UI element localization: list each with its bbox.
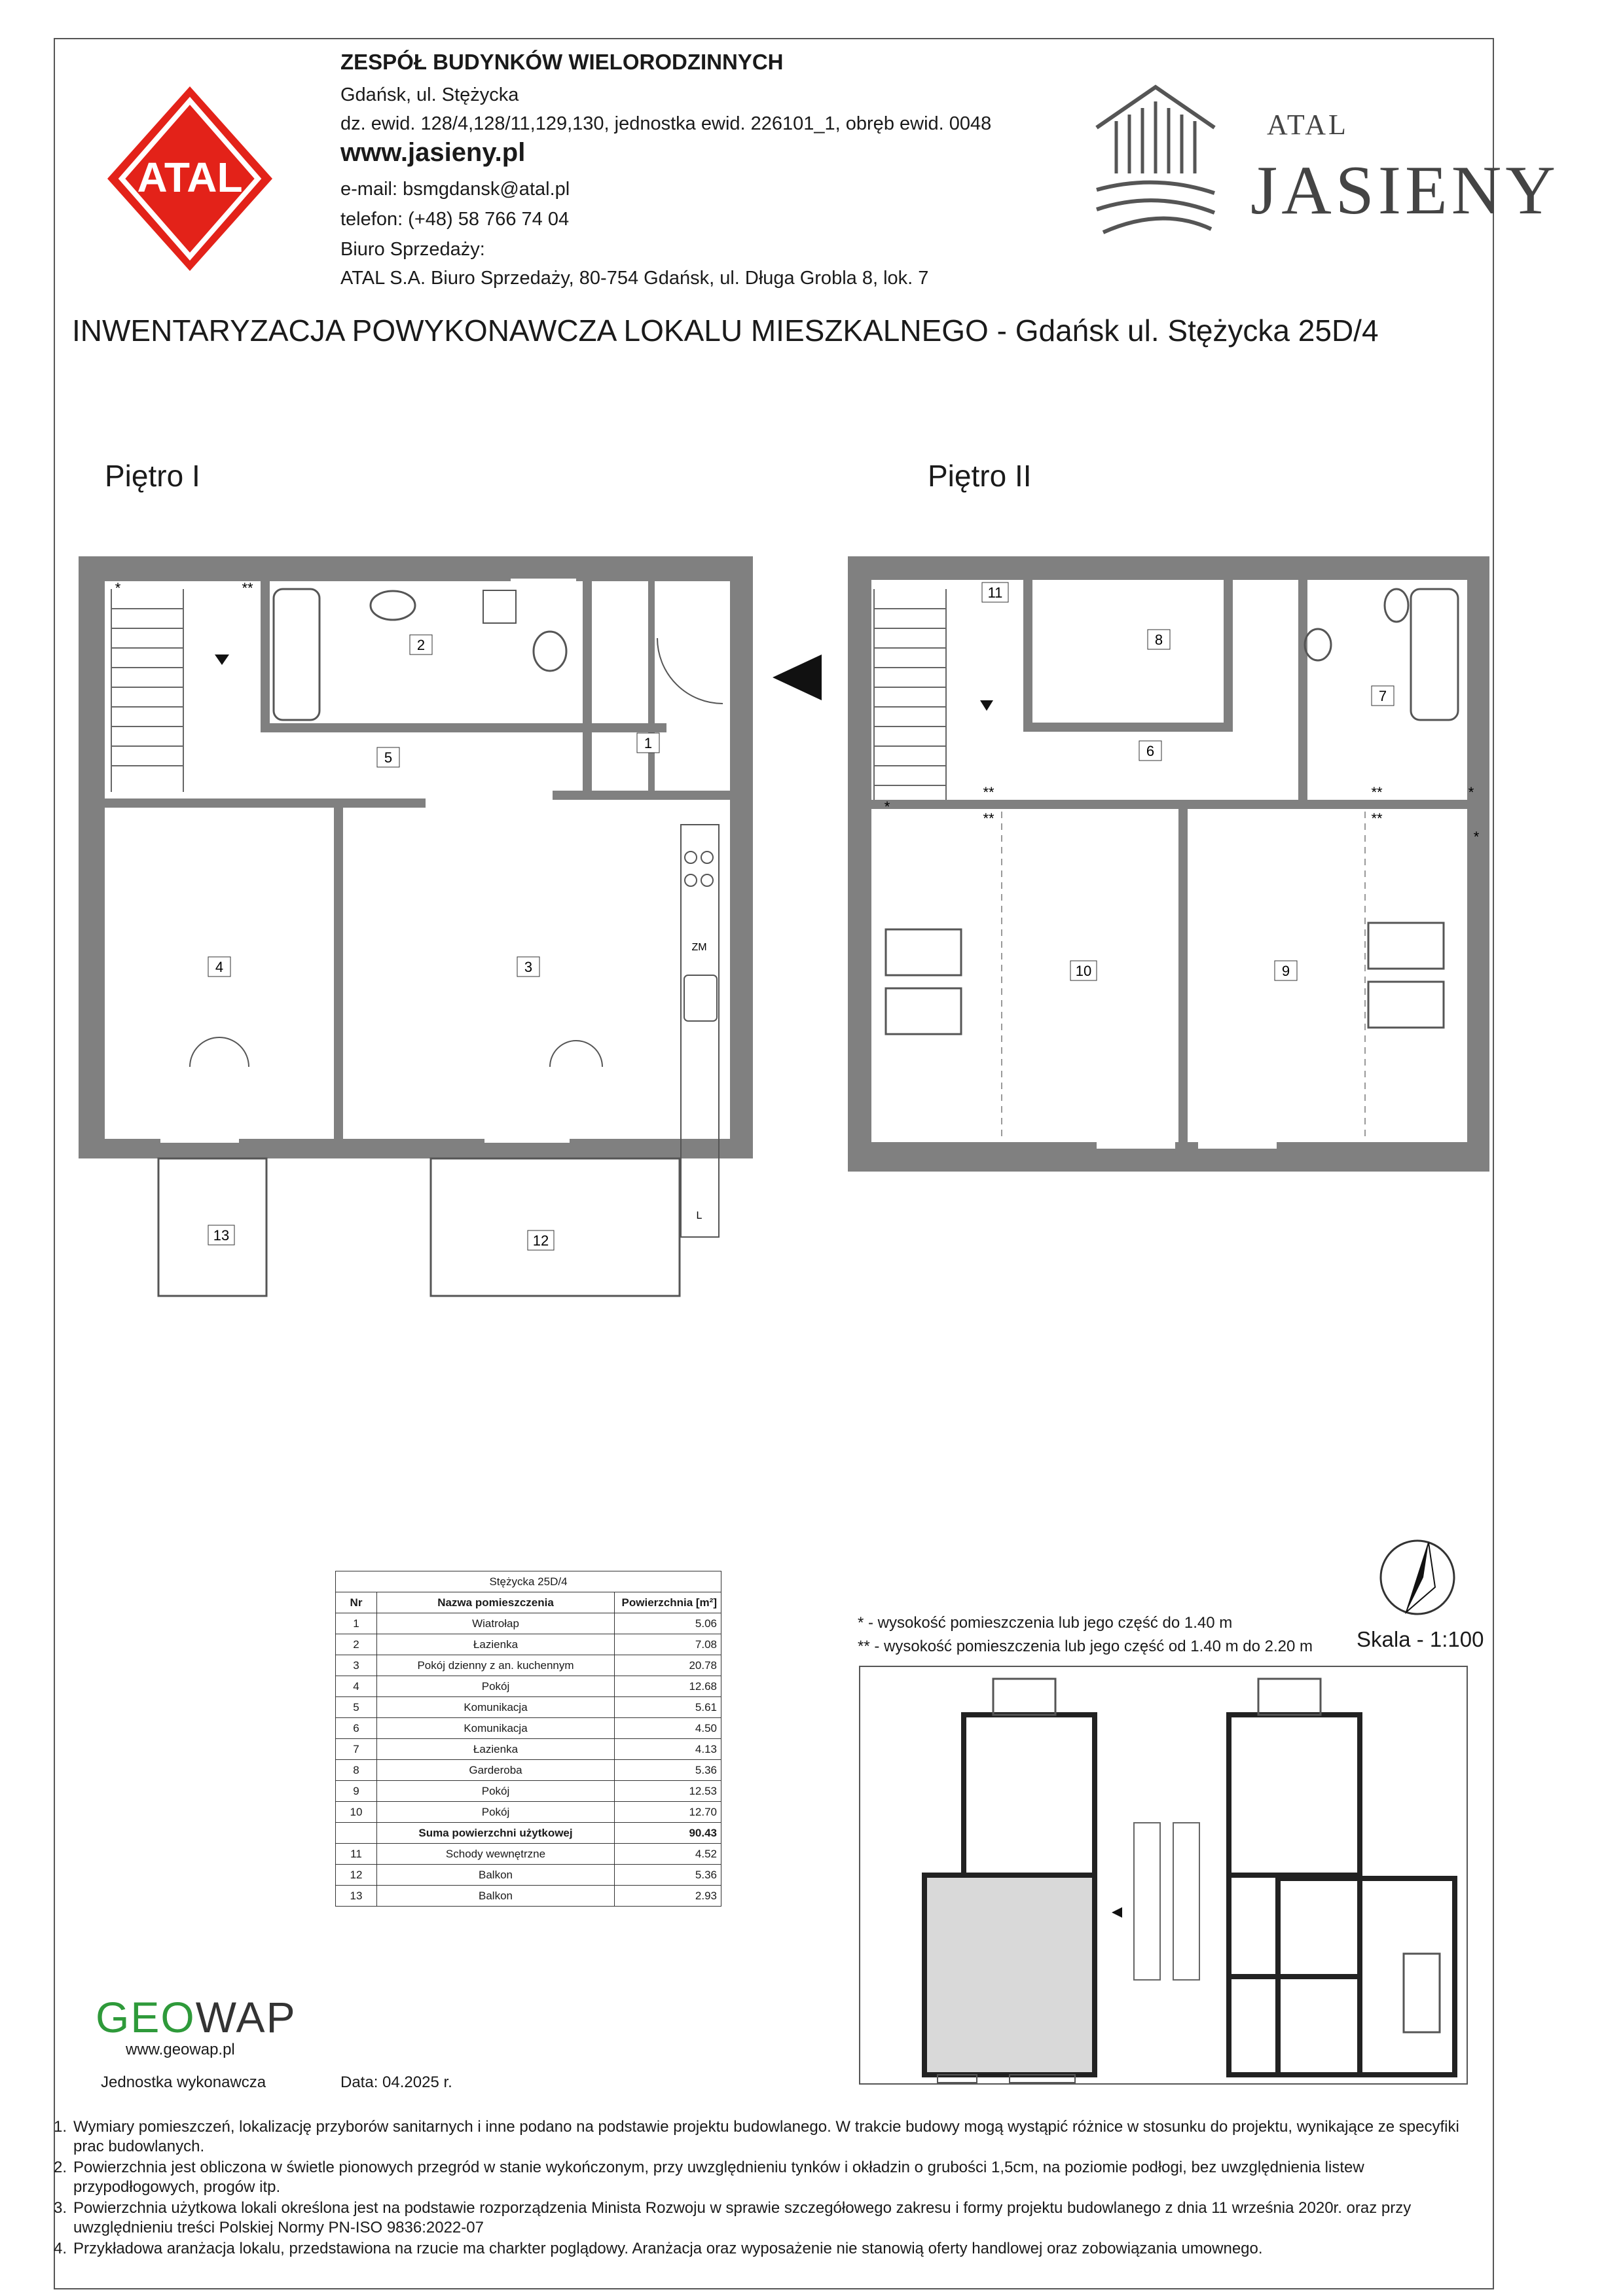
jasieny-logo-big: JASIENY bbox=[1250, 152, 1559, 228]
address: Gdańsk, ul. Stężycka bbox=[340, 84, 519, 105]
table-row: 9 Pokój 12.53 bbox=[336, 1781, 721, 1802]
table-row: 10 Pokój 12.70 bbox=[336, 1802, 721, 1823]
table-row: 7 Łazienka 4.13 bbox=[336, 1739, 721, 1760]
fridge-mark: ZM bbox=[691, 942, 707, 953]
floor-label-first: Piętro I bbox=[105, 459, 200, 493]
room-number: 3 bbox=[524, 959, 533, 975]
jasieny-emblem-icon bbox=[1090, 82, 1221, 245]
area-table bbox=[335, 1571, 721, 1907]
table-row: 5 Komunikacja 5.61 bbox=[336, 1697, 721, 1718]
plot-info: dz. ewid. 128/4,128/11,129,130, jednostka ewid. 226101_1, obręb ewid. 0048 bbox=[340, 113, 992, 134]
key-plan bbox=[859, 1666, 1468, 2085]
table-row: 2 Łazienka 7.08 bbox=[336, 1634, 721, 1655]
document-title: INWENTARYZACJA POWYKONAWCZA LOKALU MIESZKALNEGO - Gdańsk ul. Stężycka 25D/4 bbox=[72, 314, 1379, 348]
note-item: 1. Wymiary pomieszczeń, lokalizację przyborów sanitarnych i inne podano na podstawie projektu budowlanego. W trakcie budowy mogą wystąpić różnice w stosunku do projektu, wynikające ze specyfiki prac budowlanych. bbox=[54, 2118, 1459, 2155]
legend-single: * - wysokość pomieszczenia lub jego część do 1.40 m bbox=[858, 1614, 1233, 1632]
room-number: 8 bbox=[1154, 632, 1163, 648]
room-number: 2 bbox=[416, 637, 426, 653]
room-number: 4 bbox=[215, 959, 224, 975]
height-mark: * bbox=[115, 580, 121, 596]
note-item: 4. Przykładowa aranżacja lokalu, przedstawiona na rzucie ma charkter poglądowy. Aranżacja oraz wyposażenie nie stanowią oferty handlowej oraz zobowiązania umownego. bbox=[54, 2240, 1263, 2257]
col-nr: Nr bbox=[336, 1592, 377, 1613]
email[interactable]: e-mail: bsmgdansk@atal.pl bbox=[340, 179, 570, 200]
website-link[interactable]: www.jasieny.pl bbox=[340, 138, 526, 167]
phone: telefon: (+48) 58 766 74 04 bbox=[340, 209, 570, 230]
height-mark: * bbox=[1473, 829, 1480, 845]
room-number: 9 bbox=[1281, 963, 1290, 979]
geowap-logo bbox=[96, 1992, 297, 2042]
office-label: Biuro Sprzedaży: bbox=[340, 239, 485, 260]
note-item: 2. Powierzchnia jest obliczona w świetle pionowych przegród w stanie wykończonym, przy uwzględnieniu tynków i okładzin o grubości 1,5cm, na poziomie podłogi, bez uwzględnienia listew przypodłogowych, progów itp. bbox=[54, 2159, 1364, 2196]
atal-logo-text: ATAL bbox=[137, 154, 243, 201]
geowap-logo-geo: GEO bbox=[96, 1993, 196, 2041]
height-mark: ** bbox=[1371, 784, 1383, 800]
table-row: 8 Garderoba 5.36 bbox=[336, 1760, 721, 1781]
room-number: 1 bbox=[644, 735, 653, 751]
jasieny-logo-small: ATAL bbox=[1267, 109, 1349, 141]
note-item: 3. Powierzchnia użytkowa lokali określona jest na podstawie rozporządzenia Minista Rozwoju w sprawie szczegółowego zakresu i formy projektu budowlanego z dnia 11 września 2020r. oraz przy uwzględnieniu treści Polskiej Normy PN-ISO 9836:2022-07 bbox=[54, 2199, 1412, 2236]
table-row: 4 Pokój 12.68 bbox=[336, 1676, 721, 1697]
height-mark: ** bbox=[983, 784, 994, 800]
table-row: 12 Balkon 5.36 bbox=[336, 1865, 721, 1886]
office-address: ATAL S.A. Biuro Sprzedaży, 80-754 Gdańsk, ul. Długa Grobla 8, lok. 7 bbox=[340, 268, 929, 289]
legend-double: ** - wysokość pomieszczenia lub jego część od 1.40 m do 2.20 m bbox=[858, 1638, 1313, 1655]
height-mark: ** bbox=[983, 810, 994, 827]
height-mark: ** bbox=[242, 580, 253, 596]
table-row: 3 Pokój dzienny z an. kuchennym 20.78 bbox=[336, 1655, 721, 1676]
atal-logo bbox=[105, 84, 275, 274]
north-arrow-icon bbox=[1375, 1535, 1460, 1620]
room-number: 13 bbox=[213, 1227, 230, 1244]
height-mark: ** bbox=[1371, 810, 1383, 827]
table-row: 13 Balkon 2.93 bbox=[336, 1886, 721, 1907]
col-name: Nazwa pomieszczenia bbox=[377, 1592, 615, 1613]
table-row: 11 Schody wewnętrzne 4.52 bbox=[336, 1844, 721, 1865]
floor-label-second: Piętro II bbox=[928, 459, 1032, 493]
room-number: 5 bbox=[384, 749, 393, 766]
room-number: 12 bbox=[532, 1232, 549, 1249]
floor-plan-first bbox=[79, 556, 799, 1309]
geowap-url[interactable]: www.geowap.pl bbox=[126, 2041, 235, 2058]
floor-plan-second bbox=[848, 556, 1509, 1178]
executor-label: Jednostka wykonawcza bbox=[101, 2073, 266, 2091]
room-number: 6 bbox=[1146, 743, 1155, 759]
height-mark: * bbox=[884, 798, 890, 815]
complex-title: ZESPÓŁ BUDYNKÓW WIELORODZINNYCH bbox=[340, 50, 784, 74]
geowap-logo-wap: WAP bbox=[195, 1993, 297, 2041]
table-sum-row: Suma powierzchni użytkowej 90.43 bbox=[336, 1823, 721, 1844]
col-area: Powierzchnia [m²] bbox=[615, 1592, 721, 1613]
table-caption: Stężycka 25D/4 bbox=[336, 1571, 721, 1592]
room-number: 7 bbox=[1378, 688, 1387, 704]
sink-mark: L bbox=[696, 1210, 702, 1221]
room-number: 11 bbox=[987, 584, 1003, 601]
table-row: 1 Wiatrołap 5.06 bbox=[336, 1613, 721, 1634]
table-row: 6 Komunikacja 4.50 bbox=[336, 1718, 721, 1739]
document-date: Data: 04.2025 r. bbox=[340, 2073, 452, 2091]
height-mark: * bbox=[1468, 784, 1474, 800]
scale-label: Skala - 1:100 bbox=[1357, 1627, 1484, 1651]
entrance-arrow-icon bbox=[773, 655, 825, 700]
notes-list bbox=[54, 2117, 1491, 2260]
room-number: 10 bbox=[1075, 963, 1092, 979]
